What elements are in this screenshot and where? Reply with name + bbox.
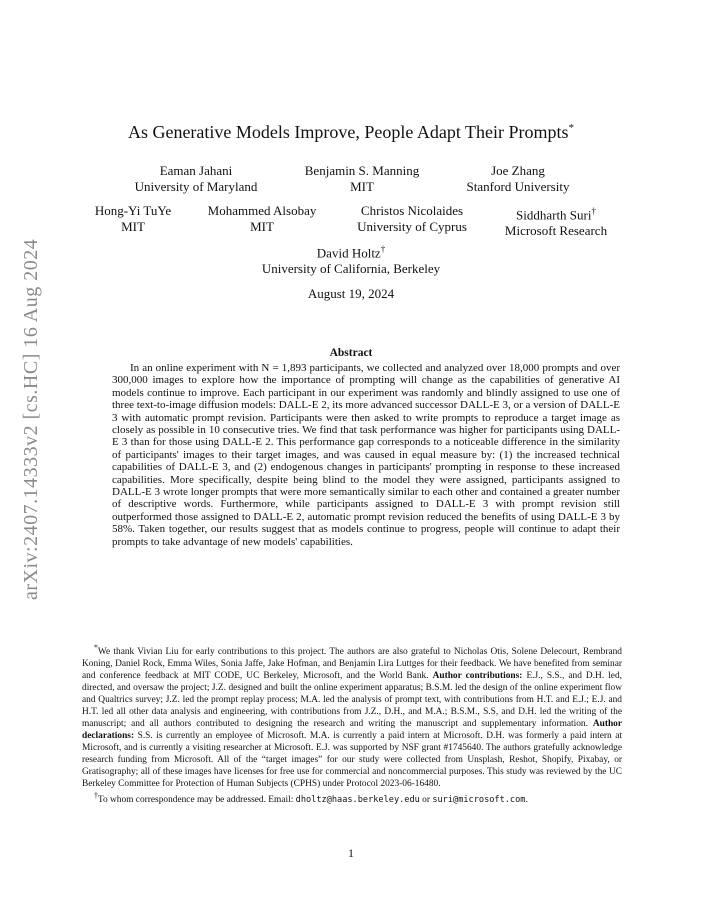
- author-affiliation: University of Cyprus: [357, 219, 467, 234]
- author-block: [305, 163, 419, 195]
- author-affiliation: University of California, Berkeley: [261, 261, 441, 277]
- author-affiliation: Stanford University: [466, 179, 570, 194]
- author-block: [505, 203, 607, 239]
- author-footnote-mark: †: [380, 244, 386, 254]
- author-name: Mohammed Alsobay: [207, 203, 317, 218]
- abstract-text: In an online experiment with N = 1,893 participants, we collected and analyzed over 18,000 prompts and over 300,000 images to explore how the importance of prompting will change as the capabilities of generative AI models continue to improve. Each participant in our experiment was randomly and blindly assigned to use one of three text-to-image diffusion models: DALL-E 2, its more advanced successor DALL-E 3, or a version of DALL-E 3 with automatic prompt revision. Participants were then asked to write prompts to reproduce a target image as closely as possible in 10 consecutive tries. We find that task performance was higher for participants using DALL-E 3 than for those using DALL-E 2. This performance gap corresponds to a noticeable difference in the similarity of participants' images to their target images, and was caused in equal measure by: (1) the increased technical capabilities of DALL-E 3, and (2) endogenous changes in participants' prompting in response to these increased capabilities. More specifically, despite being blind to the model they were assigned, participants assigned to DALL-E 3 wrote longer prompts that were more semantically similar to each other and contained a greater number of descriptive words. Furthermore, while participants assigned to DALL-E 3 with prompt revision still outperformed those assigned to DALL-E 2, automatic prompt revision reduced the benefits of using DALL-E 3 by 58%. Taken together, our results suggest that as models continue to progress, people will continue to adapt their prompts to take advantage of new models' capabilities.: [112, 362, 620, 548]
- declarations-label: Author declarations:: [82, 719, 623, 742]
- email-link[interactable]: suri@microsoft.com: [432, 795, 526, 806]
- author-block: [208, 203, 317, 235]
- contributions-label: Author contributions:: [432, 671, 523, 682]
- author-block: [357, 203, 467, 235]
- footnote-correspondence: †To whom correspondence may be addressed. Email: dholtz@haas.berkeley.edu or suri@microsoft.com.: [94, 791, 528, 806]
- abstract-heading: Abstract: [329, 347, 373, 359]
- page-number: 1: [348, 846, 354, 860]
- author-block: [262, 241, 440, 277]
- paper-title: [0, 122, 702, 143]
- author-name: Joe Zhang: [491, 163, 545, 178]
- author-name: Hong-Yi TuYe: [94, 203, 172, 218]
- author-name: Siddharth Suri†: [516, 206, 596, 223]
- title-footnote-mark: *: [568, 122, 575, 134]
- author-block: [95, 203, 171, 235]
- author-affiliation: MIT: [250, 219, 274, 234]
- author-name: Eaman Jahani: [159, 163, 233, 178]
- author-footnote-mark: †: [591, 206, 596, 216]
- publication-date: August 19, 2024: [307, 286, 395, 301]
- footnote-mark: *: [94, 643, 98, 652]
- email-link[interactable]: dholtz@haas.berkeley.edu: [295, 795, 420, 806]
- author-affiliation: University of Maryland: [134, 179, 258, 194]
- footnotes: [82, 642, 622, 806]
- author-affiliation: MIT: [350, 179, 374, 194]
- title-text: As Generative Models Improve, People Adapt Their Prompts: [127, 122, 569, 142]
- author-affiliation: Microsoft Research: [504, 223, 608, 239]
- author-name: Benjamin S. Manning: [304, 163, 420, 178]
- footnote-mark: †: [94, 791, 98, 801]
- footnote-acknowledgements: *We thank Vivian Liu for early contributions to this project. The authors are also grateful to Nicholas Otis, Solene Delecourt, Rembrand Koning, Daniel Rock, Emma Wiles, Sonia Jaffe, Jake Hofman, and Benjamin Lira Luttges for their feedback. We have benefited from seminar and conference feedback at MIT CODE, UC Berkeley, Microsoft, and the World Bank. Author contributions: E.J., S.S., and D.H. led, directed, and oversaw the project; J.Z. designed and built the online experiment apparatus; B.S.M. led the design of the online experiment flow and Qualtrics survey; J.Z. led the prompt replay process; M.A. led the analysis of prompt text, with contributions from H.T. and E.J.; E.J. and H.T. led all other data analysis and engineering, with contributions from J.Z., D.H., and M.A.; B.S.M., S.S, and D.H. led the writing of the manuscript; and all authors contributed to designing the research and writing the manuscript and supplementary information. Author declarations: S.S. is currently an employee of Microsoft. M.A. is currently a paid intern at Microsoft. D.H. was formerly a paid intern at Microsoft, and is currently a visiting researcher at Microsoft. E.J. was supported by NSF grant #1745640. The authors gratefully acknowledge research funding from Microsoft. All of the “target images” for our study were collected from Unsplash, Reshot, Shopify, Pixabay, or Gratisography; all of these images have licenses for free use for commercial and noncommercial purposes. This study was reviewed by the UC Berkeley Committee for Protection of Human Subjects (CPHS) under Protocol 2023-06-16480.: [82, 643, 623, 790]
- author-block: [467, 163, 570, 195]
- author-name: David Holtz†: [316, 244, 386, 261]
- arxiv-identifier: arXiv:2407.14333v2 [cs.HC] 16 Aug 2024: [20, 238, 42, 600]
- author-affiliation: MIT: [121, 219, 145, 234]
- author-name: Christos Nicolaides: [360, 203, 464, 218]
- author-block: [135, 163, 258, 195]
